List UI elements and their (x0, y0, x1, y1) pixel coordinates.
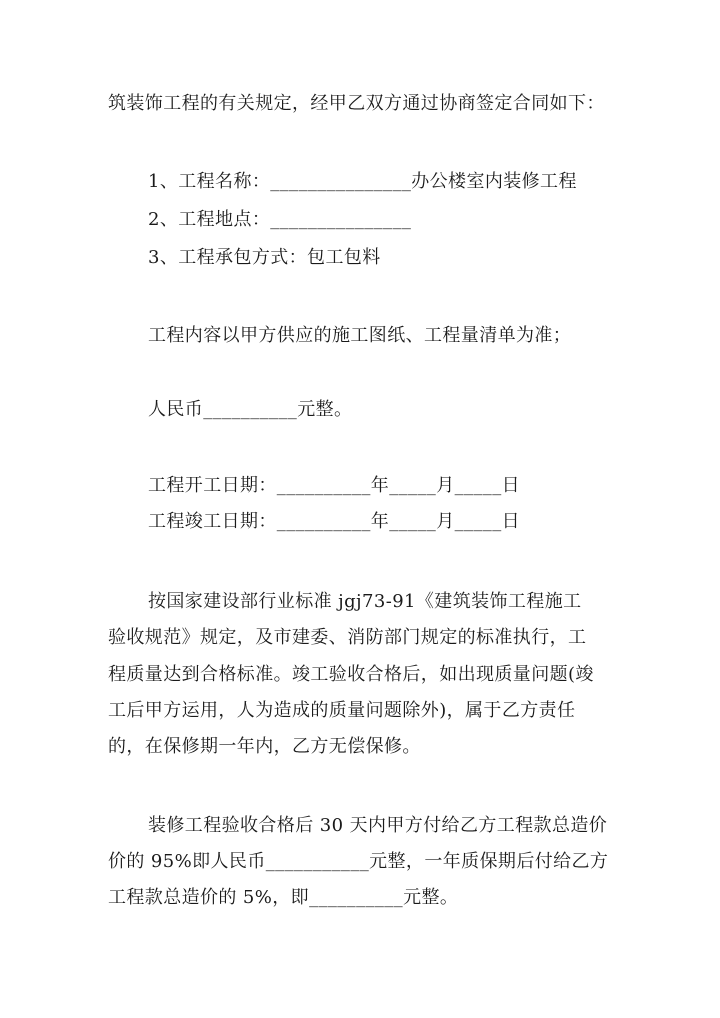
content-scope-line: 工程内容以甲方供应的施工图纸、工程量清单为准； (148, 325, 572, 346)
price-line: 人民币__________元整。 (148, 399, 353, 420)
project-location-item: 2、工程地点：_______________ (148, 209, 412, 230)
contract-method-item: 3、工程承包方式：包工包料 (148, 247, 381, 268)
quality-paragraph-line-5: 的，在保修期一年内，乙方无偿保修。 (108, 736, 421, 757)
quality-paragraph-line-4: 工后甲方运用，人为造成的质量问题除外)，属于乙方责任 (108, 700, 576, 721)
quality-paragraph-line-2: 验收规范》规定，及市建委、消防部门规定的标准执行，工 (108, 627, 587, 648)
start-date-line: 工程开工日期：__________年_____月_____日 (148, 475, 520, 496)
quality-paragraph-line-3: 程质量达到合格标准。竣工验收合格后，如出现质量问题(竣 (108, 664, 594, 685)
intro-line: 筑装饰工程的有关规定，经甲乙双方通过协商签定合同如下： (108, 93, 605, 114)
quality-paragraph-line-1: 按国家建设部行业标准 jgj73-91《建筑装饰工程施工 (148, 591, 582, 612)
payment-paragraph-line-2: 价的 95%即人民币___________元整，一年质保期后付给乙方 (108, 851, 609, 872)
project-name-item: 1、工程名称：_______________办公楼室内装修工程 (148, 171, 577, 192)
payment-paragraph-line-3: 工程款总造价的 5%，即__________元整。 (108, 887, 459, 908)
completion-date-line: 工程竣工日期：__________年_____月_____日 (148, 511, 520, 532)
payment-paragraph-line-1: 装修工程验收合格后 30 天内甲方付给乙方工程款总造价 (148, 815, 608, 836)
